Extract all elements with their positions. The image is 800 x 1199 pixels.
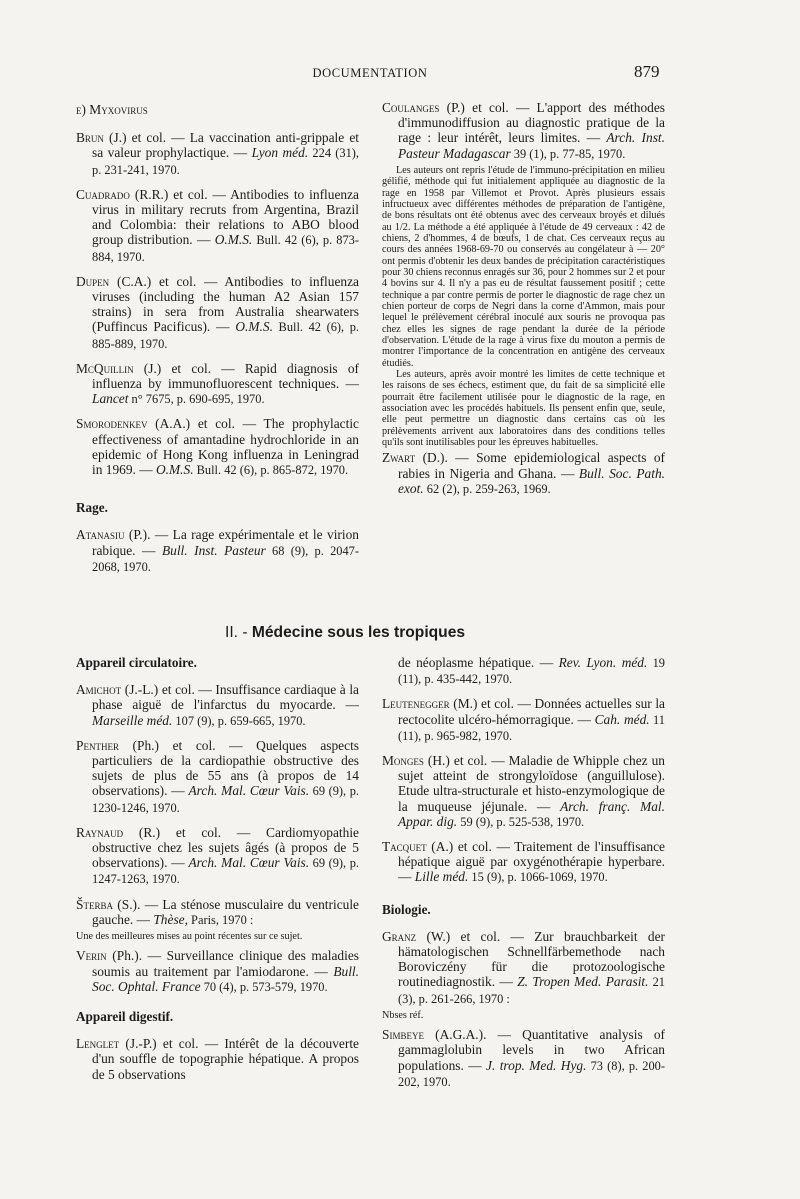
reference-entry: McQuillin (J.) et col. — Rapid diagnosis of influenza by immunofluorescent techniques. — Lancet n° 7675, p. 690-695, 1970.	[76, 360, 359, 407]
section-heading-biologie: Biologie.	[382, 901, 431, 917]
running-title: DOCUMENTATION	[312, 66, 428, 80]
reference-entry: Zwart (D.). — Some epidemiological aspects of rabies in Nigeria and Ghana. — Bull. Soc. Path. exot. 62 (2), p. 259-263, 1969.	[382, 450, 665, 496]
abstract-paragraph: Les auteurs, après avoir montré les limites de cette technique et les raisons de ses échecs, estiment que, du fait de sa simplicité elle pourrait être facilement utilisée pour le diagnostic de la rage, en association avec les procédés habituels. Ils pensent enfin que, seule, elle peut permettre un diagnostic dans certains cas où les prélèvements arrivent aux laboratoires dans des conditions telles qu'ils sont inutilisables pour les épreuves habituelles.	[382, 369, 665, 449]
reference-entry: Šterba (S.). — La sténose musculaire du ventricule gauche. — Thèse, Paris, 1970 :	[76, 896, 359, 927]
reference-entry: Dupen (C.A.) et col. — Antibodies to influenza viruses (including the human A2 Asian 157 strains) in sera from Australia shearwaters (Puffincus Pacificus). — O.M.S. Bull. 42 (6), p. 885-889, 1970.	[76, 273, 360, 351]
reference-entry: Penther (Ph.) et col. — Quelques aspects particuliers de la cardiopathie obstructive des sujets de plus de 55 ans (à propos de 14 observations). — Arch. Mal. Cœur Vais. 69 (9), p. 1230-1246, 1970.	[76, 737, 359, 815]
section-heading-circulatoire: Appareil circulatoire.	[76, 655, 197, 670]
reference-entry: Coulanges (P.) et col. — L'apport des méthodes d'immunodiffusion au diagnostic pratique de la rage : leur intérêt, leurs limites. — Arch. Inst. Pasteur Madagascar 39 (1), p. 77-85, 1970.	[382, 100, 665, 161]
column-bottom-right	[382, 655, 665, 1099]
abstract-paragraph: Les auteurs ont repris l'étude de l'immuno-précipitation en milieu gélifié, méthode qui fut initialement appliquée au diagnostic de la rage en 1958 par Villemot et Provot. Après plusieurs essais infructueux avec différentes méthodes de préparation de l'antigène, de bons résultats ont été obtenus avec des cerveaux broyés et dilués au 1/2. La méthode a été appliquée à l'étude de 49 cerveaux : 42 de chiens, 2 d'hommes, 4 de bœufs, 1 de chat. Ces cerveaux reçus au cours des années 1968-69-70 ou conservés au congélateur à — 20° ont permis d'obtenir les deux bandes de précipitation caractéristiques pour 30 chiens reconnus enragés sur 36, pour 2 hommes sur 2 et pour 4 bovins sur 4. Il n'y a pas eu de résultat faussement positif ; cette technique a par contre permis de porter le diagnostic de rage chez un chien porteur de corps de Negri dans la corne d'Ammon, mais pour lequel le prélèvement cérébral inoculé aux souris ne provoqua pas chez elles les signes de rage pendant la durée de la période d'observation. L'étude de la rage à virus fixe du mouton a permis de montrer l'importance de la concentration en antigène des cerveaux étudiés.	[382, 164, 665, 369]
reference-entry: Smorodenkev (A.A.) et col. — The prophylactic effectiveness of amantadine hydrochloride in an epidemic of Hong Kong influenza in Leningrad in 1969. — O.M.S. Bull. 42 (6), p. 865-872, 1970.	[76, 416, 359, 478]
part-number: II. -	[225, 624, 248, 641]
reference-entry: Monges (H.) et col. — Maladie de Whipple chez un sujet atteint de strongyloïdose (anguillulose). Etude ultra-structurale et histo-enzymologique de la muqueuse jéjunale. — Arch. franç. Mal. Appar. dig. 59 (9), p. 525-538, 1970.	[382, 753, 665, 829]
reference-entry: Tacquet (A.) et col. — Traitement de l'insuffisance hépatique aiguë par oxygénothérapie hyperbare. — Lille méd. 15 (9), p. 1066-1069, 1970.	[382, 839, 665, 885]
page-header	[0, 62, 800, 88]
reference-entry: Raynaud (R.) et col. — Cardiomyopathie obstructive chez les sujets âgés (à propos de 5 observations). — Arch. Mal. Cœur Vais. 69 (9), p. 1247-1263, 1970.	[76, 824, 359, 887]
reference-continuation: de néoplasme hépatique. — Rev. Lyon. méd. 19 (11), p. 435-442, 1970.	[398, 655, 665, 687]
reference-entry: Lenglet (J.-P.) et col. — Intérêt de la découverte d'un souffle de topographie hépatique. A propos de 5 observations	[76, 1036, 359, 1082]
column-bottom-left	[76, 655, 359, 1091]
part-title: Médecine sous les tropiques	[251, 624, 466, 641]
abstract	[382, 165, 665, 449]
reference-entry: Verin (Ph.). — Surveillance clinique des maladies soumis au traitement par l'amiodarone. — Bull. Soc. Ophtal. France 70 (4), p. 573-579, 1970.	[76, 948, 359, 994]
column-top-left	[76, 100, 359, 584]
reference-entry: Leutenegger (M.) et col. — Données actuelles sur la rectocolite ulcéro-hémorragique. — Cah. méd. 11 (11), p. 965-982, 1970.	[382, 696, 665, 743]
reference-entry: Brun (J.) et col. — La vaccination anti-grippale et sa valeur prophylactique. — Lyon méd. 224 (31), p. 231-241, 1970.	[76, 130, 359, 177]
reference-entry: Simbeye (A.G.A.). — Quantitative analysis of gammaglolubin levels in two African populations. — J. trop. Med. Hyg. 73 (8), p. 200-202, 1970.	[382, 1027, 665, 1089]
page-number: 879	[634, 62, 660, 81]
section-heading-rage: Rage.	[76, 500, 108, 516]
reference-entry: Cuadrado (R.R.) et col. — Antibodies to influenza virus in military recruts from Argentina, Brazil and Colombia: their relations to ABO blood group distribution. — O.M.S. Bull. 42 (6), p. 873-884, 1970.	[76, 186, 359, 264]
section-heading-digestif: Appareil digestif.	[76, 1008, 174, 1024]
part-heading	[225, 624, 525, 642]
reference-entry: Atanasiu (P.). — La rage expérimentale et le virion rabique. — Bull. Inst. Pasteur 68 (9), p. 2047-2068, 1970.	[76, 527, 360, 574]
reference-note: Une des meilleures mises au point récentes sur ce sujet.	[76, 931, 303, 943]
reference-entry: Amichot (J.-L.) et col. — Insuffisance cardiaque à la phase aiguë de l'infarctus du myocarde. — Marseille méd. 107 (9), p. 659-665, 1970.	[76, 682, 359, 728]
section-subhead-myxovirus: e) Myxovirus	[76, 102, 148, 117]
reference-note: Nbses réf.	[382, 1009, 424, 1021]
column-top-right	[382, 100, 665, 506]
reference-entry: Granz (W.) et col. — Zur brauchbarkeit der hämatologischen Schnellfärbemethode nach Boroviczény für die protozoologische routinediagnostik. — Z. Tropen Med. Parasit. 21 (3), p. 261-266, 1970 :	[382, 928, 665, 1006]
